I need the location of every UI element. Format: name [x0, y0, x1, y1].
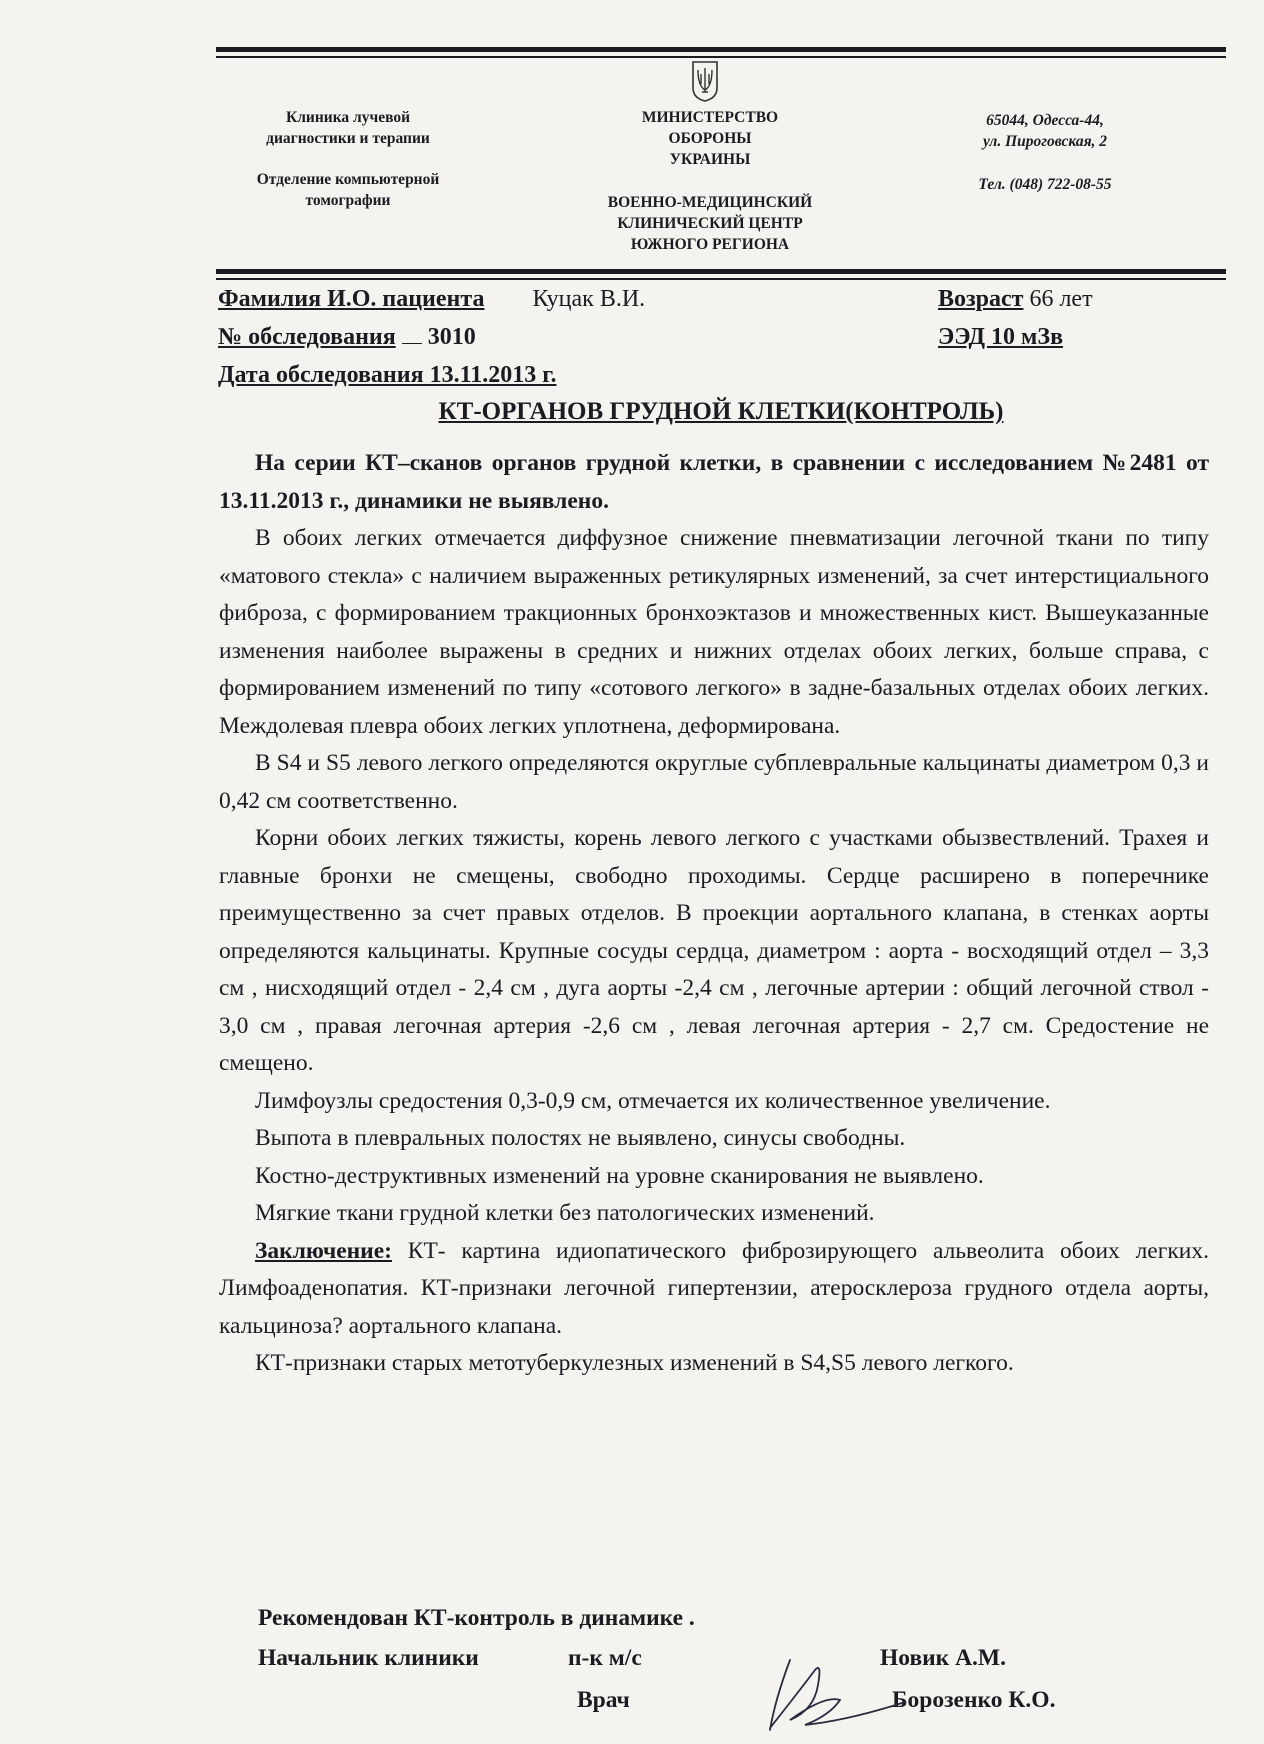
center-name-line: ЮЖНОГО РЕГИОНА [630, 236, 790, 253]
exam-number-label: № обследования [218, 324, 396, 350]
report-title: КТ-ОРГАНОВ ГРУДНОЙ КЛЕТКИ(КОНТРОЛЬ) [438, 398, 1004, 425]
center-name-line: КЛИНИЧЕСКИЙ ЦЕНТР [617, 215, 803, 232]
department-line: Отделение компьютерной [256, 171, 440, 188]
header-rule-top-thin [216, 56, 1226, 58]
ministry-block [560, 107, 860, 255]
old-changes-paragraph: КТ-признаки старых метотуберкулезных изменений в S4,S5 левого легкого. [255, 1350, 1014, 1376]
header-rule-bottom [216, 269, 1226, 274]
recommendation: Рекомендован КТ-контроль в динамике . [258, 1605, 695, 1631]
effusion-paragraph: Выпота в плевральных полостях не выявлено, синусы свободны. [255, 1125, 906, 1151]
clinic-name-line: диагностики и терапии [266, 130, 430, 147]
head-title: Начальник клиники [258, 1645, 479, 1671]
comparison-paragraph: На серии КТ–сканов органов грудной клетки, в сравнении с исследованием №2481 от 13.11.2013 г., динамики не выявлено. [219, 450, 1209, 514]
bone-paragraph: Костно-деструктивных изменений на уровне сканирования не выявлено. [255, 1162, 984, 1189]
patient-name-label: Фамилия И.О. пациента [218, 286, 485, 312]
address-block [925, 110, 1165, 195]
calcinates-paragraph: В S4 и S5 левого легкого определяются округлые субплевральные кальцинаты диаметром 0,3 и 0,42 см соответственно. [219, 750, 1209, 814]
clinic-name-line: Клиника лучевой [285, 109, 411, 126]
head-rank: п-к м/с [568, 1645, 642, 1671]
lymph-nodes-paragraph: Лимфоузлы средостения 0,3-0,9 см, отмечается их количественное увеличение. [255, 1087, 1051, 1114]
mediastinum-paragraph: Корни обоих легких тяжисты, корень левого легкого с участками обызвествлений. Трахея и главные бронхи не смещены, свободно проходимы. Сердце расширено в поперечнике преимущественно за счет правых отделов. В проекции аортального клапана, в стенках аорты определяются кальцинаты. Крупные сосуды сердца, диаметром : аорта - восходящий отдел – 3,3 см , нисходящий отдел - 2,4 см , дуга аорты -2,4 см , легочные артерии : общий легочной ствол - 3,0 см , правая легочная артерия -2,6 см , левая легочная артерия - 2,7 см. Средостение не смещено. [219, 825, 1209, 1076]
head-name: Новик А.М. [880, 1645, 1006, 1671]
exam-number-value: 3010 [427, 324, 476, 350]
patient-name-value: Куцак В.И. [532, 286, 646, 312]
exam-date-field [218, 362, 556, 389]
handwritten-signature [730, 1640, 910, 1740]
address-line: ул. Пироговская, 2 [982, 133, 1108, 150]
doctor-name: Борозенко К.О. [892, 1687, 1056, 1713]
header-rule-top [216, 47, 1226, 52]
center-name-line: ВОЕННО-МЕДИЦИНСКИЙ [607, 194, 813, 211]
doctor-title: Врач [577, 1687, 630, 1713]
header-rule-bottom-thin [216, 278, 1226, 280]
trident-emblem-icon [690, 60, 720, 102]
lungs-paragraph: В обоих легких отмечается диффузное снижение пневматизации легочной ткани по типу «матового стекла» с наличием выраженных ретикулярных изменений, за счет интерстициального фиброза, с формированием тракционных бронхоэктазов и множественных кист. Вышеуказанные изменения наиболее выражены в средних и нижних отделах обоих легких, больше справа, с формированием изменений по типу «сотового легкого» в задне-базальных отделах обоих легких. Междолевая плевра обоих легких уплотнена, деформирована. [219, 525, 1209, 739]
ministry-line: ОБОРОНЫ [668, 130, 752, 147]
soft-tissue-paragraph: Мягкие ткани грудной клетки без патологических изменений. [255, 1200, 875, 1226]
report-body [219, 445, 1209, 1383]
ministry-line: МИНИСТЕРСТВО [641, 109, 779, 126]
phone-line: Тел. (048) 722-08-55 [978, 176, 1112, 193]
clinic-name-block [218, 107, 478, 211]
patient-name-field [218, 286, 645, 313]
exam-number-field [218, 324, 476, 351]
eed-label: ЭЭД 10 мЗв [938, 324, 1064, 350]
conclusion-label: Заключение: [255, 1237, 392, 1264]
patient-age-value: 66 лет [1029, 286, 1093, 312]
department-line: томографии [305, 192, 391, 209]
conclusion-paragraph [219, 1233, 1209, 1346]
address-line: 65044, Одесса-44, [986, 112, 1104, 129]
conclusion-text: КТ- картина идиопатического фиброзирующего альвеолита обоих легких. Лимфоаденопатия. КТ-признаки легочной гипертензии, атеросклероза грудного отдела аорты, кальциноза? аортального клапана. [219, 1237, 1209, 1339]
exam-date-label: Дата обследования 13.11.2013 г. [218, 362, 557, 388]
patient-age-label: Возраст [938, 286, 1024, 312]
patient-age-field [938, 286, 1093, 313]
eed-field [938, 324, 1063, 351]
ministry-line: УКРАИНЫ [669, 151, 751, 168]
